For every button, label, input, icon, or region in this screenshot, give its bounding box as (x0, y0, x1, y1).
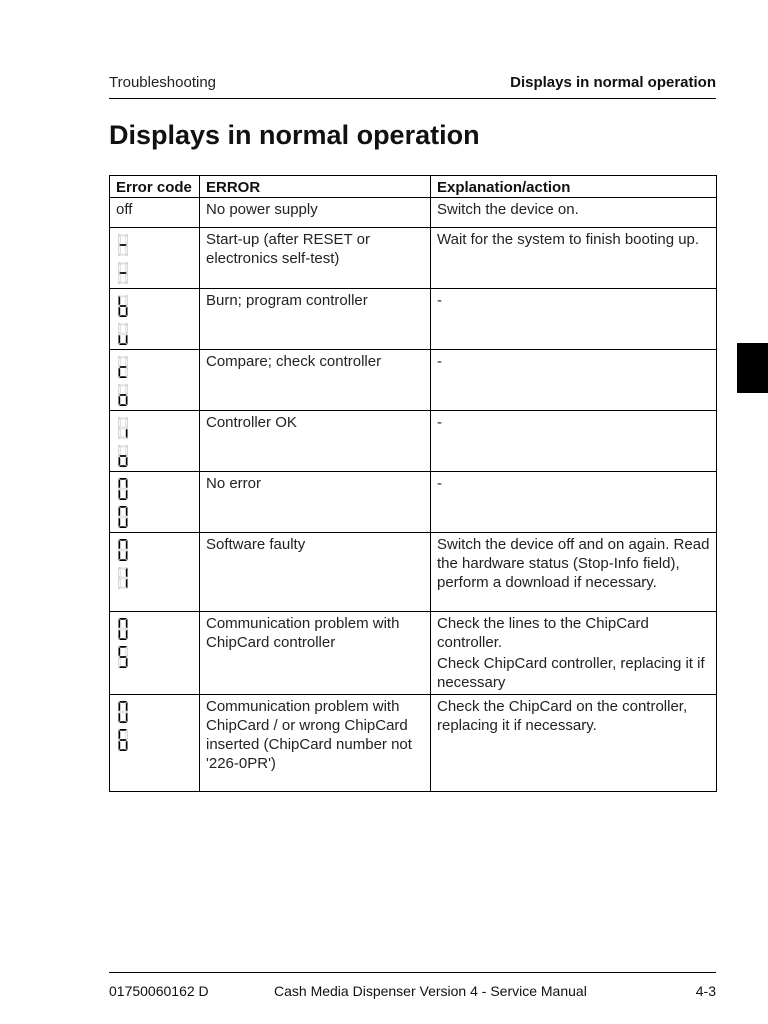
seven-segment-digit-1 (117, 295, 129, 317)
table-header-row (110, 176, 717, 198)
segment-c (126, 368, 128, 377)
segment-g (119, 516, 127, 518)
segment-c (126, 658, 128, 667)
segment-c (126, 307, 128, 316)
seven-segment-digit-2 (117, 323, 129, 345)
error-code-cell (110, 411, 200, 472)
error-code-cell (110, 198, 200, 228)
error-code-cell (110, 289, 200, 350)
error-code-cell (110, 612, 200, 695)
segment-c (126, 579, 128, 588)
segment-c (126, 518, 128, 527)
segment-a (119, 567, 127, 569)
segment-c (126, 630, 128, 639)
error-description: No error (200, 472, 431, 533)
segment-d (119, 343, 127, 345)
seven-segment-digit-2 (117, 729, 129, 751)
seven-segment-digit-2 (117, 384, 129, 406)
error-code-text: off (116, 201, 133, 218)
table-body (110, 198, 717, 792)
table-row (110, 411, 717, 472)
explanation-text: - (437, 414, 442, 431)
segment-d (119, 376, 127, 378)
segment-e (119, 713, 121, 722)
segment-b (126, 540, 128, 549)
segment-d (119, 465, 127, 467)
segment-f (119, 730, 121, 739)
segment-b (126, 418, 128, 427)
seven-segment-digit-2 (117, 262, 129, 284)
header-error-code: Error code (110, 176, 200, 198)
segment-d (119, 587, 127, 589)
segment-a (119, 323, 127, 325)
segment-c (126, 335, 128, 344)
segment-d (119, 315, 127, 317)
segment-f (119, 357, 121, 366)
seven-segment-digit-1 (117, 417, 129, 439)
segment-b (126, 730, 128, 739)
segment-b (126, 324, 128, 333)
segment-f (119, 702, 121, 711)
segment-g (119, 333, 127, 335)
explanation-text: Check the lines to the ChipCard controller. (437, 615, 649, 651)
segment-b (126, 263, 128, 272)
segment-e (119, 335, 121, 344)
segment-b (126, 568, 128, 577)
segment-a (119, 729, 127, 731)
error-description: No power supply (200, 198, 431, 228)
segment-b (126, 446, 128, 455)
segment-c (126, 246, 128, 255)
section-label: Troubleshooting (109, 74, 217, 91)
segment-e (119, 741, 121, 750)
error-description: Compare; check controller (200, 350, 431, 411)
error-description: Software faulty (200, 533, 431, 612)
seven-segment-digit-2 (117, 567, 129, 589)
segment-b (126, 647, 128, 656)
segment-b (126, 235, 128, 244)
segment-g (119, 577, 127, 579)
segment-e (119, 246, 121, 255)
error-description: Start-up (after RESET or electronics self-test) (200, 228, 431, 289)
segment-b (126, 296, 128, 305)
table-row (110, 695, 717, 792)
explanation-cell (431, 228, 717, 289)
segment-f (119, 568, 121, 577)
segment-a (119, 417, 127, 419)
explanation-cell (431, 350, 717, 411)
segment-f (119, 418, 121, 427)
segment-d (119, 749, 127, 751)
segment-g (119, 244, 127, 246)
segment-b (126, 479, 128, 488)
error-code-cell (110, 472, 200, 533)
seven-segment-digit-1 (117, 234, 129, 256)
segment-g (119, 628, 127, 630)
segment-a (119, 445, 127, 447)
segment-a (119, 618, 127, 620)
segment-a (119, 295, 127, 297)
segment-f (119, 324, 121, 333)
segment-a (119, 646, 127, 648)
segment-g (119, 394, 127, 396)
segment-f (119, 446, 121, 455)
error-code-cell (110, 350, 200, 411)
error-description: Controller OK (200, 411, 431, 472)
segment-b (126, 619, 128, 628)
segment-e (119, 490, 121, 499)
segment-f (119, 540, 121, 549)
segment-g (119, 455, 127, 457)
segment-c (126, 396, 128, 405)
segment-b (126, 507, 128, 516)
segment-d (119, 498, 127, 500)
segment-f (119, 385, 121, 394)
segment-a (119, 539, 127, 541)
page-number: 4-3 (695, 983, 716, 999)
explanation-text: Check the ChipCard on the controller, replacing it if necessary. (437, 698, 688, 734)
segment-a (119, 506, 127, 508)
page-footer (109, 972, 716, 999)
explanation-text: Wait for the system to finish booting up. (437, 231, 700, 248)
segment-c (126, 490, 128, 499)
error-description: Burn; program controller (200, 289, 431, 350)
segment-a (119, 701, 127, 703)
seven-segment-digit-1 (117, 701, 129, 723)
segment-d (119, 254, 127, 256)
segment-c (126, 274, 128, 283)
explanation-cell (431, 612, 717, 695)
segment-e (119, 307, 121, 316)
seven-segment-digit-2 (117, 646, 129, 668)
segment-e (119, 518, 121, 527)
segment-e (119, 429, 121, 438)
explanation-text: - (437, 353, 442, 370)
seven-segment-digit-2 (117, 445, 129, 467)
segment-a (119, 478, 127, 480)
segment-a (119, 356, 127, 358)
segment-a (119, 262, 127, 264)
segment-f (119, 479, 121, 488)
segment-g (119, 739, 127, 741)
segment-e (119, 551, 121, 560)
segment-d (119, 559, 127, 561)
seven-segment-digit-2 (117, 506, 129, 528)
segment-e (119, 579, 121, 588)
explanation-cell (431, 472, 717, 533)
error-code-cell (110, 228, 200, 289)
segment-f (119, 263, 121, 272)
segment-d (119, 666, 127, 668)
explanation-text: - (437, 475, 442, 492)
document-number: 01750060162 D (109, 983, 209, 999)
table-row (110, 612, 717, 695)
seven-segment-digit-1 (117, 539, 129, 561)
segment-g (119, 272, 127, 274)
running-title: Displays in normal operation (510, 74, 716, 91)
table-row (110, 198, 717, 228)
segment-f (119, 235, 121, 244)
segment-c (126, 429, 128, 438)
segment-d (119, 437, 127, 439)
segment-g (119, 656, 127, 658)
table-row (110, 289, 717, 350)
error-description: Communication problem with ChipCard / or wrong ChipCard inserted (ChipCard number not '226-0PR') (200, 695, 431, 792)
chapter-tab-marker (737, 343, 768, 393)
segment-f (119, 647, 121, 656)
segment-f (119, 619, 121, 628)
explanation-text: Switch the device off and on again. Read the hardware status (Stop-Info field), perform a download if necessary. (437, 536, 710, 591)
segment-b (126, 357, 128, 366)
segment-f (119, 507, 121, 516)
segment-b (126, 385, 128, 394)
explanation-text: Check ChipCard controller, replacing it if necessary (437, 655, 705, 691)
segment-b (126, 702, 128, 711)
segment-e (119, 658, 121, 667)
error-code-cell (110, 533, 200, 612)
segment-e (119, 396, 121, 405)
segment-a (119, 234, 127, 236)
header-explanation: Explanation/action (431, 176, 717, 198)
segment-g (119, 549, 127, 551)
table-row (110, 472, 717, 533)
segment-c (126, 551, 128, 560)
explanation-text: Switch the device on. (437, 201, 579, 218)
explanation-cell (431, 289, 717, 350)
page-header (109, 72, 716, 99)
seven-segment-digit-1 (117, 356, 129, 378)
header-error: ERROR (200, 176, 431, 198)
segment-e (119, 274, 121, 283)
segment-e (119, 630, 121, 639)
segment-g (119, 366, 127, 368)
error-description: Communication problem with ChipCard controller (200, 612, 431, 695)
segment-f (119, 296, 121, 305)
explanation-cell (431, 533, 717, 612)
explanation-cell (431, 198, 717, 228)
segment-g (119, 711, 127, 713)
explanation-text: - (437, 292, 442, 309)
segment-d (119, 526, 127, 528)
segment-c (126, 713, 128, 722)
segment-d (119, 404, 127, 406)
page-title: Displays in normal operation (109, 120, 480, 150)
table-row (110, 350, 717, 411)
segment-g (119, 305, 127, 307)
explanation-cell (431, 695, 717, 792)
segment-e (119, 457, 121, 466)
segment-a (119, 384, 127, 386)
error-code-table (109, 175, 717, 792)
segment-c (126, 457, 128, 466)
segment-d (119, 721, 127, 723)
segment-d (119, 282, 127, 284)
seven-segment-digit-1 (117, 478, 129, 500)
table-row (110, 533, 717, 612)
seven-segment-digit-1 (117, 618, 129, 640)
table-row (110, 228, 717, 289)
segment-e (119, 368, 121, 377)
explanation-cell (431, 411, 717, 472)
error-code-cell (110, 695, 200, 792)
segment-g (119, 488, 127, 490)
segment-d (119, 638, 127, 640)
segment-g (119, 427, 127, 429)
segment-c (126, 741, 128, 750)
manual-title: Cash Media Dispenser Version 4 - Service Manual (274, 983, 587, 999)
